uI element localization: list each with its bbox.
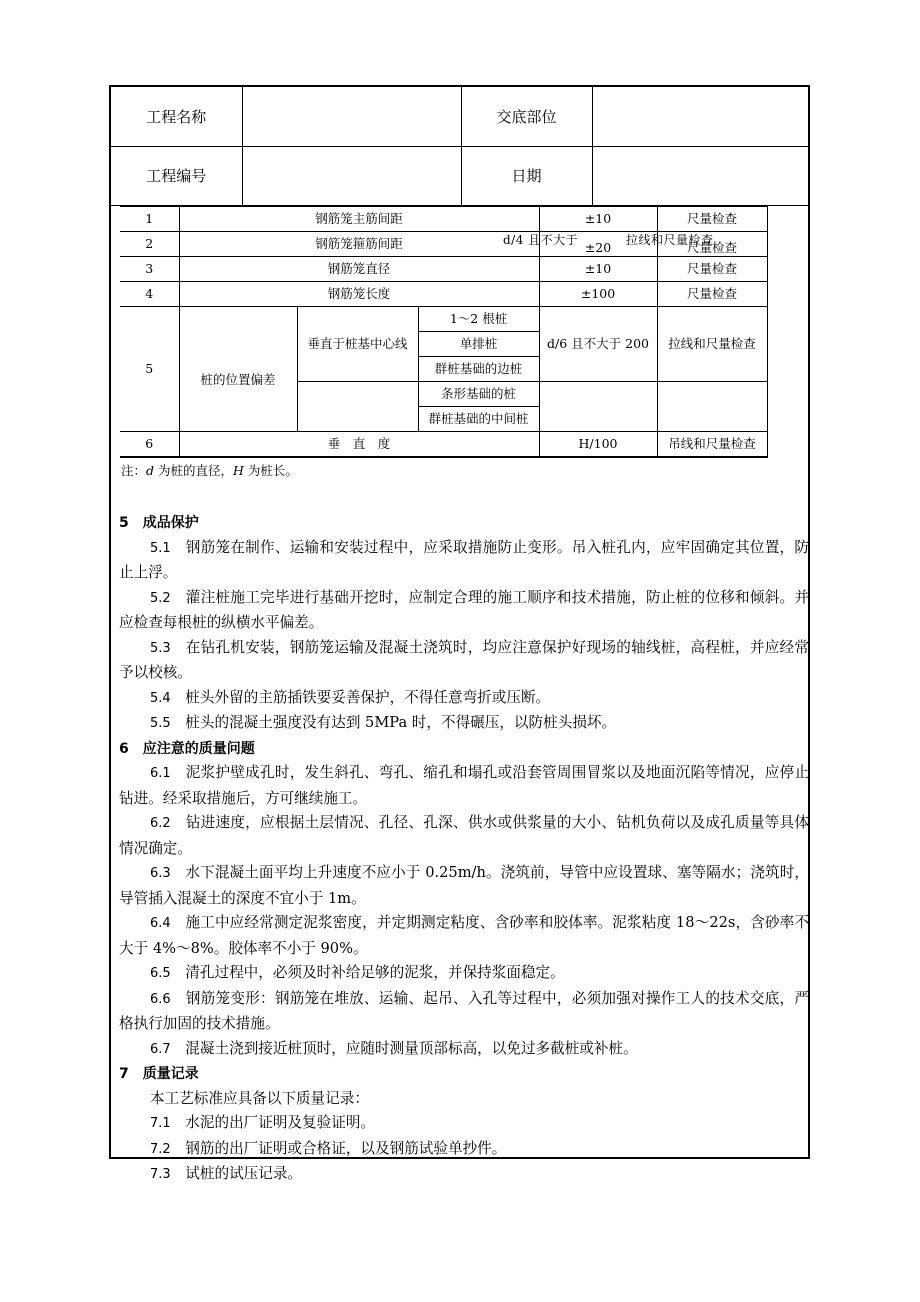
location-value <box>592 87 808 146</box>
sub-item: 群桩基础的中间桩 <box>418 407 539 432</box>
row-method: 尺量检查 <box>657 257 767 282</box>
row-item: 钢筋笼长度 <box>179 282 539 307</box>
paragraph: 6.5 清孔过程中，必须及时补给足够的泥浆，并保持浆面稳定。 <box>150 964 565 981</box>
row-method: 尺量检查 <box>657 232 767 257</box>
overlap-method-text: 拉线和尺量检查 <box>626 233 714 247</box>
paragraph: 6.3 水下混凝土面平均上升速度不应小于 0.25m/h。浇筑前，导管中应设置球、塞等隔水；浇筑时，导管插入混凝土的深度不宜小于 1m。 <box>119 864 809 907</box>
row-tolerance: H/100 <box>539 432 657 458</box>
paragraph: 6.1 泥浆护壁成孔时，发生斜孔、弯孔、缩孔和塌孔或沿套管周围冒浆以及地面沉陷等情况，应停止钻进。经采取措施后，方可继续施工。 <box>119 764 809 807</box>
table-note: 注：d 为桩的直径，H 为桩长。 <box>121 463 298 478</box>
table-row <box>120 307 767 332</box>
section-title: 7 质量记录 <box>119 1066 199 1082</box>
body-text <box>119 511 809 1188</box>
section-title: 5 成品保护 <box>119 515 199 531</box>
row-method: 拉线和尺量检查 <box>657 307 767 382</box>
paragraph: 6.2 钻进速度，应根据土层情况、孔径、孔深、供水或供浆量的大小、钻机负荷以及成孔质量等具体情况确定。 <box>119 814 809 857</box>
paragraph: 5.5 桩头的混凝土强度没有达到 5MPa 时，不得碾压，以防桩头损坏。 <box>150 714 617 731</box>
row-item: 钢筋笼箍筋间距 <box>179 232 539 257</box>
row-item: 垂 直 度 <box>179 432 539 458</box>
row-tolerance: d/6 且不大于 200 <box>539 307 657 382</box>
direction-parallel <box>297 382 418 432</box>
project-no-label: 工程编号 <box>111 146 242 205</box>
row-tolerance-empty <box>539 382 657 432</box>
row-no: 2 <box>120 232 179 257</box>
row-item: 钢筋笼直径 <box>179 257 539 282</box>
row-method: 尺量检查 <box>657 282 767 307</box>
row-no: 3 <box>120 257 179 282</box>
row-tolerance: ±10 <box>539 207 657 232</box>
table-row <box>120 207 767 232</box>
row-no: 5 <box>120 307 179 432</box>
section-title: 6 应注意的质量问题 <box>119 740 255 757</box>
paragraph: 5.4 桩头外留的主筋插铁要妥善保护，不得任意弯折或压断。 <box>150 688 551 706</box>
table-row <box>120 432 767 458</box>
paragraph: 6.6 钢筋笼变形：钢筋笼在堆放、运输、起吊、入孔等过程中，必须加强对操作工人的技术交底，严格执行加固的技术措施。 <box>119 989 809 1032</box>
paragraph: 5.3 在钻孔机安装，钢筋笼运输及混凝土浇筑时，均应注意保护好现场的轴线桩，高程桩，并应经常予以校核。 <box>119 638 809 681</box>
date-value <box>592 146 808 205</box>
paragraph: 7.3 试桩的试压记录。 <box>150 1165 303 1182</box>
row-no: 4 <box>120 282 179 307</box>
row-method-empty <box>657 382 767 432</box>
paragraph: 5.1 钢筋笼在制作、运输和安装过程中，应采取措施防止变形。吊入桩孔内，应牢固确定其位置，防止上浮。 <box>119 538 809 581</box>
paragraph: 本工艺标准应具备以下质量记录： <box>150 1089 369 1107</box>
row-item: 钢筋笼主筋间距 <box>179 207 539 232</box>
row-tolerance: ±10 <box>539 257 657 282</box>
row-method: 吊线和尺量检查 <box>657 432 767 458</box>
sub-item: 条形基础的桩 <box>418 382 539 407</box>
project-name-value <box>242 87 461 146</box>
sub-item: 群桩基础的边桩 <box>418 357 539 382</box>
paragraph: 7.1 水泥的出厂证明及复验证明。 <box>150 1114 376 1131</box>
paragraph: 5.2 灌注桩施工完毕进行基础开挖时，应制定合理的施工顺序和技术措施，防止桩的位移和倾斜。并应检查每根桩的纵横水平偏差。 <box>119 588 809 631</box>
header-table <box>111 87 808 206</box>
project-no-value <box>242 146 461 205</box>
row-item: 桩的位置偏差 <box>179 307 297 432</box>
row-no: 6 <box>120 432 179 458</box>
sub-item: 1～2 根桩 <box>418 307 539 332</box>
row-method: 尺量检查 <box>657 207 767 232</box>
paragraph: 7.2 钢筋的出厂证明或合格证，以及钢筋试验单抄件。 <box>150 1139 507 1157</box>
table-row <box>120 282 767 307</box>
document-frame <box>109 85 810 1182</box>
paragraph: 6.4 施工中应经常测定泥浆密度，并定期测定粘度、含砂率和胶体率。泥浆粘度 18～22s，含砂率不大于 4%～8%。胶体率不小于 90%。 <box>119 914 809 957</box>
table-row <box>120 257 767 282</box>
overlap-tolerance-text: d/4 且不大于 <box>503 233 579 247</box>
project-name-label: 工程名称 <box>111 87 242 146</box>
row-tolerance: ±100 <box>539 282 657 307</box>
direction-perpendicular: 垂直于桩基中心线 <box>297 307 418 382</box>
date-label: 日期 <box>461 146 592 205</box>
row-no: 1 <box>120 207 179 232</box>
sub-item: 单排桩 <box>418 332 539 357</box>
location-label: 交底部位 <box>461 87 592 146</box>
row-tolerance: ±20 <box>539 232 657 257</box>
paragraph: 6.7 混凝土浇到接近桩顶时，应随时测量顶部标高，以免过多截桩或补桩。 <box>150 1039 638 1057</box>
